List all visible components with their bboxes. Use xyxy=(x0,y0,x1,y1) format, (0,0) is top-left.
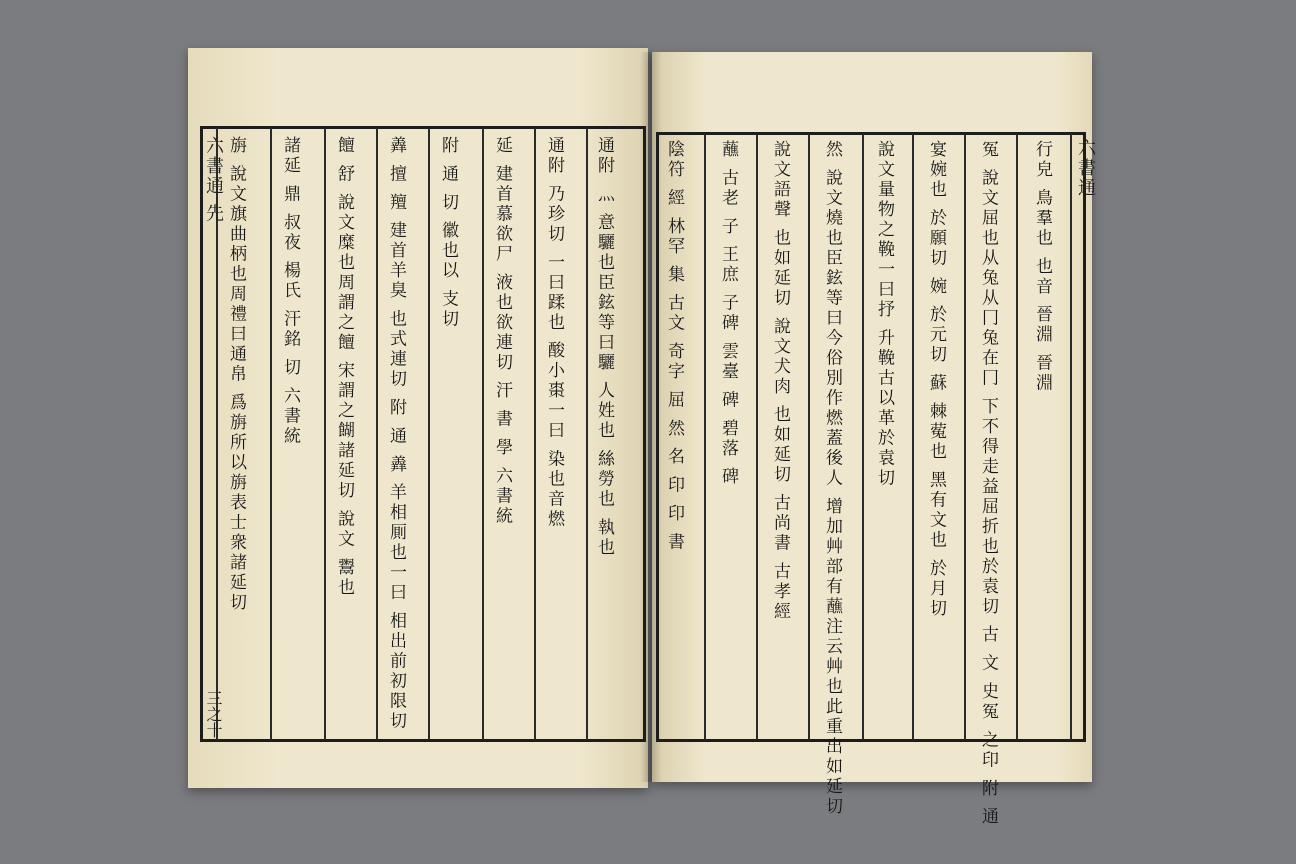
column-rule xyxy=(324,128,326,740)
text-column: 說文量物之鞔一曰抒 升鞔古以革於袁切 xyxy=(874,140,894,489)
column-rule xyxy=(534,128,536,740)
folio-number: 三之十 xyxy=(204,690,223,738)
column-rule xyxy=(376,128,378,740)
column-rule xyxy=(862,134,864,740)
column-rule xyxy=(912,134,914,740)
text-column: 羴 擅 羶 建首羊臭 也式連切 附 通 羴 羊相厠也一曰 相出前初限切 xyxy=(386,136,406,732)
text-column: 說文語聲 也如延切 說文犬肉 也如延切 古尚書 古孝經 xyxy=(770,140,790,623)
text-column: 通附 灬 意驪也臣鉉等曰驪 人姓也 絲勞也 執也 xyxy=(594,136,614,559)
text-column: 冤 說文屈也从兔从冂兔在冂 下不得走益屈折也於袁切 古 文 史冤 之印 附 通 xyxy=(978,140,998,828)
text-column: 延 建首慕欲尸 液也欲連切 汗 書 學 六書統 xyxy=(492,136,512,527)
left-margin-title: 六書通 先 xyxy=(203,136,224,224)
column-rule xyxy=(756,134,758,740)
column-rule xyxy=(270,128,272,740)
column-rule xyxy=(964,134,966,740)
text-column: 行皃 鳥羣也 也音 晉淵 晉淵 xyxy=(1032,140,1052,394)
text-column: 然 說文燒也臣鉉等曰今俗別作燃蓋後人 增加艸部有蘸注云艸也此重出如延切 xyxy=(822,140,842,817)
text-column: 旃 說文旗曲柄也周禮曰通帛 爲旃所以旃表士衆諸延切 xyxy=(226,136,246,613)
text-column: 通附 乃珍切 一曰蹂也 酸小棗一曰 染也音燃 xyxy=(544,136,564,530)
left-text-frame xyxy=(200,126,646,742)
text-column: 宴婉也 於願切 婉 於元切 蘇 棘蒬也 黑有文也 於月切 xyxy=(926,140,946,619)
column-rule xyxy=(586,128,588,740)
text-column: 陰符 經 林罕 集 古文 奇字 屈 然 名 印 印 書 xyxy=(664,140,684,553)
column-rule xyxy=(704,134,706,740)
right-margin-title: 六書通 xyxy=(1075,138,1096,198)
column-rule xyxy=(428,128,430,740)
text-column: 附 通 切 徽也以 支切 xyxy=(438,136,458,330)
text-column: 饘 舒 說文糜也周謂之饘 宋謂之餬諸延切 說文 鬻也 xyxy=(334,136,354,599)
column-rule xyxy=(1070,134,1072,740)
column-rule xyxy=(1016,134,1018,740)
column-rule xyxy=(808,134,810,740)
text-column: 蘸 古老 子 王庶 子碑 雲臺 碑 碧落 碑 xyxy=(718,140,738,488)
column-rule xyxy=(482,128,484,740)
text-column: 諸延 鼎 叔夜 楊氏 汗銘 切 六書統 xyxy=(280,136,300,447)
